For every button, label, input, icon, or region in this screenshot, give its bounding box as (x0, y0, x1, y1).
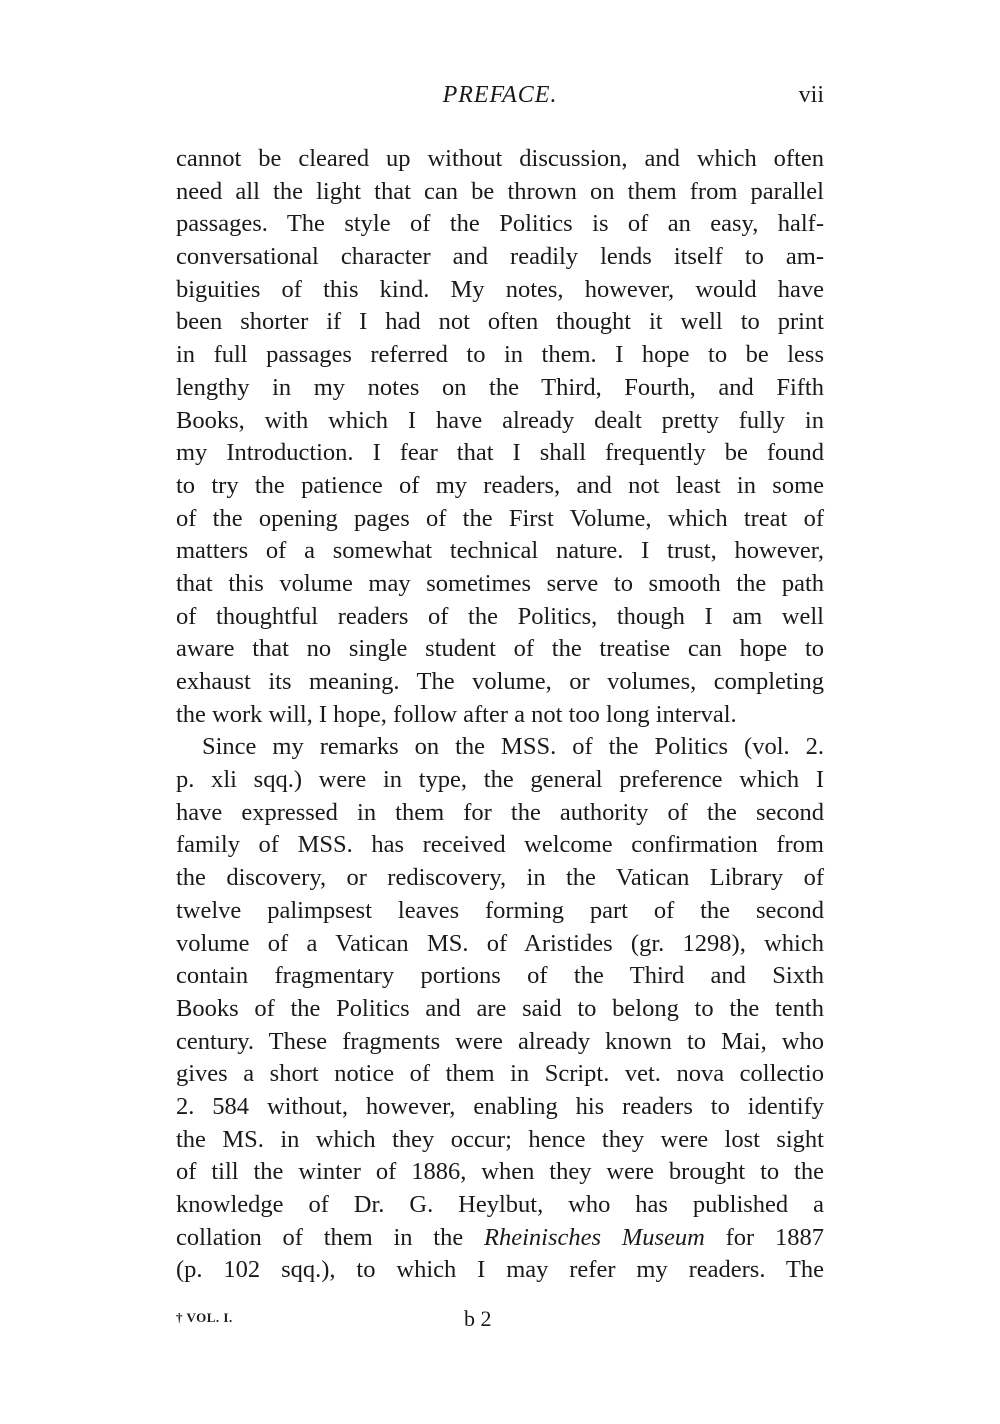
text-line: knowledge of Dr. G. Heylbut, who has published a (176, 1191, 824, 1218)
text-line: that this volume may sometimes serve to smooth the path (176, 569, 824, 597)
body-text (176, 143, 824, 1287)
text-line: cannot be cleared up without discussion, and which often (176, 145, 824, 172)
text-line: to try the patience of my readers, and not least in some (176, 471, 824, 499)
paragraph-2 (176, 731, 824, 1287)
text-line: of thoughtful readers of the Politics, though I am well (176, 602, 824, 630)
text-line: of the opening pages of the First Volume, which treat of (176, 504, 824, 532)
text-line: Since my remarks on the MSS. of the Politics (vol. 2. (202, 733, 824, 761)
text-line: the MS. in which they occur; hence they were lost sight (176, 1125, 824, 1153)
signature-mark: † VOL. I. (176, 1310, 233, 1325)
text-line: the discovery, or rediscovery, in the Vatican Library of (176, 864, 824, 892)
page-number: vii (798, 82, 824, 108)
text-line: lengthy in my notes on the Third, Fourth, and Fifth (176, 373, 824, 401)
text-line: my Introduction. I fear that I shall frequently be found (176, 439, 824, 467)
text-line: passages. The style of the Politics is of an easy, half- (176, 210, 824, 238)
text-line: have expressed in them for the authority of the second (176, 798, 824, 826)
text-line: contain fragmentary portions of the Third and Sixth (176, 962, 824, 990)
text-line: 2. 584 without, however, enabling his readers to identify (176, 1092, 824, 1120)
text-line: volume of a Vatican MS. of Aristides (gr. 1298), which (176, 929, 824, 957)
text-line: exhaust its meaning. The volume, or volumes, completing (176, 668, 824, 695)
text-line: conversational character and readily lends itself to am- (176, 243, 824, 271)
text-line: been shorter if I had not often thought it well to print (176, 308, 824, 336)
text-line: family of MSS. has received welcome confirmation from (176, 831, 824, 859)
text-line: the work will, I hope, follow after a not too long interval. (176, 700, 737, 728)
text-line: aware that no single student of the treatise can hope to (176, 635, 824, 663)
text-line: century. These fragments were already known to Mai, who (176, 1027, 824, 1055)
text-line: need all the light that can be thrown on them from parallel (176, 177, 824, 205)
text-line: Books, with which I have already dealt pretty fully in (176, 406, 824, 434)
text-line: p. xli sqq.) were in type, the general preference which I (176, 766, 824, 794)
running-title: PREFACE. (442, 82, 558, 108)
text-run: collation of them in the (176, 1223, 485, 1251)
text-line: biguities of this kind. My notes, however, would have (176, 275, 824, 303)
text-line: twelve palimpsest leaves forming part of the second (176, 896, 824, 924)
text-run: for 1887 (704, 1223, 824, 1251)
page-footer (176, 1306, 824, 1336)
text-line: gives a short notice of them in Script. vet. nova collectio (176, 1060, 824, 1088)
printer-signature: b 2 (464, 1306, 492, 1331)
text-line (176, 1222, 824, 1255)
paragraph-1 (176, 143, 824, 731)
text-line: (p. 102 sqq.), to which I may refer my readers. The (176, 1256, 824, 1284)
page-header (176, 80, 824, 120)
text-line: Books of the Politics and are said to belong to the tenth (176, 994, 824, 1022)
journal-title: Rheinisches Museum (484, 1223, 705, 1251)
text-line: matters of a somewhat technical nature. I trust, however, (176, 537, 824, 565)
text-line: of till the winter of 1886, when they were brought to the (176, 1158, 824, 1186)
text-line: in full passages referred to in them. I hope to be less (176, 341, 824, 369)
